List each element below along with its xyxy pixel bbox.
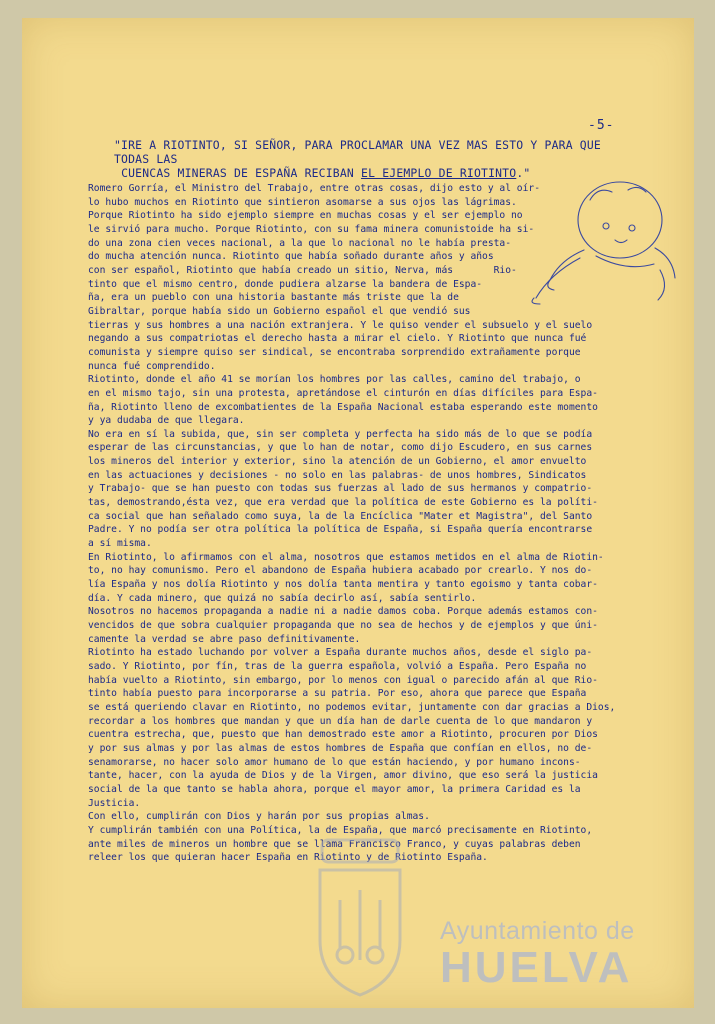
body-line: y por sus almas y por las almas de estos hombres de España que confían en ellos, no de- — [88, 742, 593, 754]
body-line: sado. Y Riotinto, por fín, tras de la guerra española, volvió a España. Pero España no — [88, 660, 587, 672]
headline-line2: CUENCAS MINERAS DE ESPAÑA RECIBAN — [114, 166, 362, 180]
body-line: ña, Riotinto lleno de excombatientes de la España Nacional estaba esperando este momento — [88, 401, 598, 413]
body-line: ca social que han señalado como suya, la de la Encíclica "Mater et Magistra", del Santo — [88, 510, 593, 522]
body-line: a sí misma. — [88, 538, 152, 550]
body-line: tinto que el mismo centro, donde pudiera alzarse la bandera de Espa- — [88, 278, 483, 290]
body-line: cuentra estrecha, que, puesto que han demostrado este amor a Riotinto, procuren por Dios — [88, 729, 598, 741]
watermark-ayuntamiento: Ayuntamiento de — [440, 917, 635, 945]
body-line: camente la verdad se abre paso definitivamente. — [88, 633, 361, 645]
headline-line1: "IRE A RIOTINTO, SI SEÑOR, PARA PROCLAMAR UNA VEZ MAS ESTO Y PARA QUE TODAS LAS — [114, 138, 609, 166]
watermark-huelva: HUELVA — [440, 943, 633, 992]
body-line: tinto había puesto para incorporarse a su patria. Por eso, ahora que parece que España — [88, 688, 587, 700]
body-line: negando a sus compatriotas el derecho hasta a mirar el cielo. Y Riotinto que nunca fué — [88, 333, 587, 345]
body-line: Nosotros no hacemos propaganda a nadie ni a nadie damos coba. Porque además estamos con- — [88, 606, 598, 618]
body-line: tante, hacer, con la ayuda de Dios y de la Virgen, amor divino, que eso será la justicia — [88, 770, 598, 782]
body-line: Romero Gorría, el Ministro del Trabajo, entre otras cosas, dijo esto y al oír- — [88, 183, 540, 194]
body-line: social de la que tanto se habla ahora, porque el mayor amor, la primera Caridad es la — [88, 783, 581, 795]
body-line: lía España y nos dolía Riotinto y nos dolía tanta mentira y tanto egoismo y tanta cobar- — [88, 579, 598, 591]
body-line: los mineros del interior y exterior, sino la atención de un Gobierno, el amor envuelto — [88, 456, 587, 468]
body-line: recordar a los hombres que mandan y que un día han de darle cuenta de lo que mandaron y — [88, 715, 593, 727]
child-sketch-illustration — [520, 170, 690, 320]
body-line: Gibraltar, porque había sido un Gobierno español el que vendió sus — [88, 305, 471, 317]
body-line: En Riotinto, lo afirmamos con el alma, nosotros que estamos metidos en el alma de Riotin- — [88, 551, 604, 563]
body-line: No era en sí la subida, que, sin ser completa y perfecta ha sido más de lo que se podía — [88, 428, 593, 440]
page-number: -5- — [588, 118, 615, 133]
body-line: Justicia. — [88, 797, 141, 809]
headline-end: ." — [516, 166, 531, 180]
body-line: Riotinto ha estado luchando por volver a España durante muchos años, desde el siglo pa- — [88, 647, 593, 659]
huelva-coat-of-arms-watermark — [300, 830, 420, 1010]
body-line: Y cumplirán también con una Política, la de España, que marcó precisamente en Riotinto, — [88, 824, 593, 836]
body-line: ante miles de mineros un hombre que se llama Francisco Franco, y cuyas palabras deben — [88, 838, 581, 850]
body-line: comunista y siempre quiso ser sindical, se encontraba sorprendido extrañamente porque — [88, 346, 581, 358]
body-line: do mucha atención nunca. Riotinto que había soñado durante años y años — [88, 251, 494, 263]
body-line: y Trabajo- que se han puesto con todas sus fuerzas al lado de sus hermanos y compatrio- — [88, 483, 593, 495]
body-line: día. Y cada minero, que quizá no sabía decirlo así, sabía sentirlo. — [88, 592, 477, 604]
body-line: Porque Riotinto ha sido ejemplo siempre en muchas cosas y el ser ejemplo no — [88, 210, 523, 222]
body-line: nunca fué comprendido. — [88, 360, 216, 372]
body-line: vencidos de que sobra cualquier propaganda que no sea de hechos y de ejemplos y que úni- — [88, 620, 598, 631]
body-line: y ya dudaba de que llegara. — [88, 415, 245, 427]
body-line: en las actuaciones y decisiones - no solo en las palabras- de unos hombres, Sindicatos — [88, 469, 587, 481]
body-line: senamorarse, no hacer solo amor humano de lo que están haciendo, y por humano incons- — [88, 756, 581, 768]
body-line: le sirvió para mucho. Porque Riotinto, con su fama minera comunistoide ha si- — [88, 223, 535, 235]
body-line: do una zona cien veces nacional, a la que lo nacional no le había presta- — [88, 237, 512, 249]
body-line: tas, demostrando,ésta vez, que era verdad que la política de este Gobierno es la políti- — [88, 497, 598, 509]
body-line: tierras y sus hombres a una nación extranjera. Y le quiso vender el subsuelo y el suelo — [88, 319, 593, 331]
headline-underlined: EL EJEMPLO DE RIOTINTO — [361, 166, 517, 180]
body-line: esperar de las circunstancias, y que lo han de notar, como dijo Escudero, en sus carnes — [88, 442, 593, 454]
body-line: se está queriendo clavar en Riotinto, no podemos evitar, juntamente con dar gracias a Dios, — [88, 701, 616, 713]
body-line: releer los que quieran hacer España en Riotinto y de Riotinto España. — [88, 852, 488, 864]
body-line: to, no hay comunismo. Pero el abandono de España hubiera acabado por crearlo. Y nos do- — [88, 565, 593, 577]
body-line: Padre. Y no podía ser otra política la política de España, si España quería encontrarse — [88, 524, 593, 536]
body-line: con ser español, Riotinto que había creado un sitio, Nerva, más Rio- — [88, 264, 517, 276]
body-line: lo hubo muchos en Riotinto que sintieron asomarse a sus ojos las lágrimas. — [88, 196, 517, 208]
body-line: Con ello, cumplirán con Dios y harán por sus propias almas. — [88, 811, 430, 823]
body-line: ña, era un pueblo con una historia bastante más triste que la de — [88, 292, 459, 304]
body-line: en el mismo tajo, sin una protesta, apretándose el cinturón en días difíciles para Espa- — [88, 387, 598, 399]
body-line: había vuelto a Riotinto, sin embargo, por lo menos con igual o parecido afán al que Rio- — [88, 674, 598, 686]
body-line: Riotinto, donde el año 41 se morían los hombres por las calles, camino del trabajo, o — [88, 374, 581, 386]
